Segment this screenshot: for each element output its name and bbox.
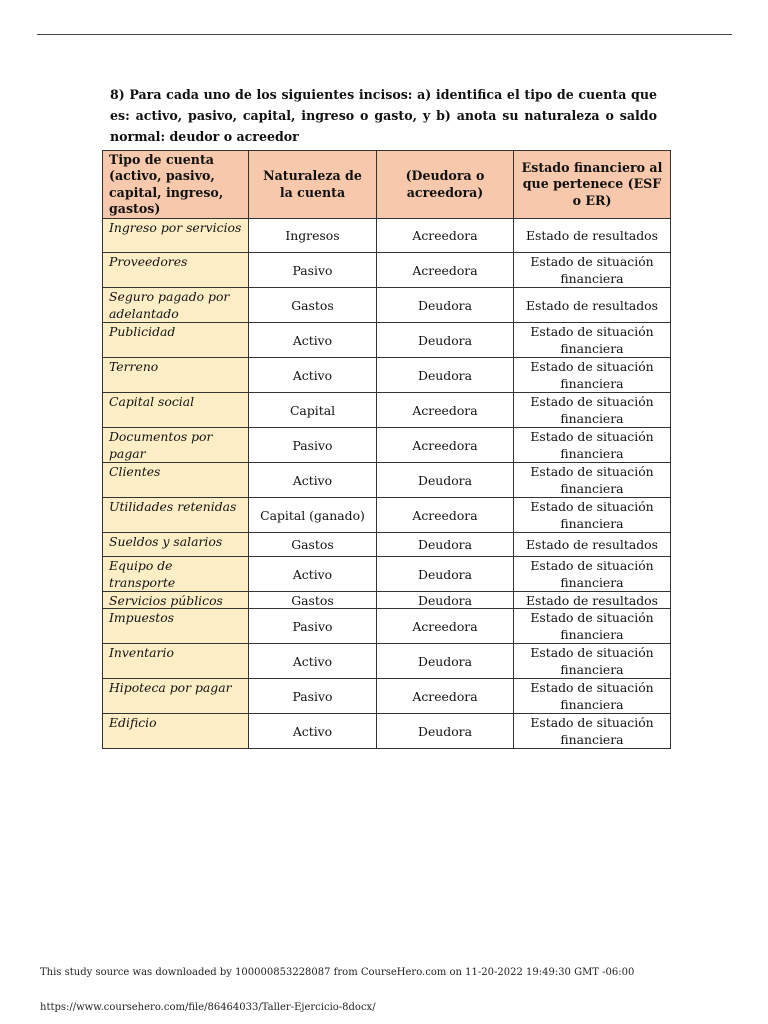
- account-type: Activo: [249, 557, 377, 592]
- account-type: Gastos: [249, 533, 377, 557]
- account-nature: Deudora: [377, 358, 514, 393]
- financial-statement: Estado de resultados: [514, 288, 671, 323]
- account-name: Inventario: [103, 644, 249, 679]
- table-row: [103, 533, 671, 557]
- table-row: [103, 644, 671, 679]
- account-type: Activo: [249, 714, 377, 749]
- header-estado-financiero: Estado financiero al que pertenece (ESF o ER): [514, 151, 671, 219]
- financial-statement: Estado de resultados: [514, 533, 671, 557]
- account-nature: Deudora: [377, 592, 514, 609]
- financial-statement: Estado de situación financiera: [514, 714, 671, 749]
- financial-statement: Estado de situación financiera: [514, 253, 671, 288]
- account-nature: Deudora: [377, 714, 514, 749]
- table-row: [103, 592, 671, 609]
- account-type: Activo: [249, 463, 377, 498]
- account-name: Publicidad: [103, 323, 249, 358]
- question-text: 8) Para cada uno de los siguientes incisos: a) identifica el tipo de cuenta que es: activo, pasivo, capital, ingreso o gasto, y b) anota su naturaleza o saldo normal: deudor o acreedor: [110, 87, 657, 144]
- table-row: [103, 679, 671, 714]
- table-row: [103, 393, 671, 428]
- account-name: Impuestos: [103, 609, 249, 644]
- top-divider: [37, 34, 732, 35]
- financial-statement: Estado de situación financiera: [514, 323, 671, 358]
- financial-statement: Estado de situación financiera: [514, 557, 671, 592]
- account-name: Utilidades retenidas: [103, 498, 249, 533]
- table-row: [103, 323, 671, 358]
- account-nature: Acreedora: [377, 253, 514, 288]
- table-row: [103, 714, 671, 749]
- account-nature: Deudora: [377, 323, 514, 358]
- account-name: Edificio: [103, 714, 249, 749]
- financial-statement: Estado de resultados: [514, 592, 671, 609]
- table-row: [103, 609, 671, 644]
- account-nature: Deudora: [377, 533, 514, 557]
- account-type: Capital: [249, 393, 377, 428]
- financial-statement: Estado de situación financiera: [514, 393, 671, 428]
- financial-statement: Estado de situación financiera: [514, 428, 671, 463]
- download-source-note: This study source was downloaded by 100000853228087 from CourseHero.com on 11-20-2022 19:49:30 GMT -06:00: [40, 967, 635, 978]
- table-row: [103, 358, 671, 393]
- financial-statement: Estado de situación financiera: [514, 498, 671, 533]
- table-row: [103, 219, 671, 253]
- account-nature: Deudora: [377, 288, 514, 323]
- account-type: Activo: [249, 358, 377, 393]
- accounts-table: [102, 150, 671, 749]
- table-row: [103, 253, 671, 288]
- account-name: Proveedores: [103, 253, 249, 288]
- account-type: Capital (ganado): [249, 498, 377, 533]
- account-type: Pasivo: [249, 428, 377, 463]
- table-header-row: [103, 151, 671, 219]
- account-nature: Acreedora: [377, 428, 514, 463]
- account-name: Terreno: [103, 358, 249, 393]
- account-nature: Acreedora: [377, 498, 514, 533]
- account-type: Pasivo: [249, 679, 377, 714]
- financial-statement: Estado de situación financiera: [514, 358, 671, 393]
- account-name: Hipoteca por pagar: [103, 679, 249, 714]
- header-deudora-acreedora: (Deudora o acreedora): [377, 151, 514, 219]
- table-row: [103, 428, 671, 463]
- account-name: Seguro pagado por adelantado: [103, 288, 249, 323]
- account-type: Gastos: [249, 592, 377, 609]
- account-nature: Acreedora: [377, 219, 514, 253]
- account-nature: Deudora: [377, 557, 514, 592]
- financial-statement: Estado de situación financiera: [514, 679, 671, 714]
- account-type: Activo: [249, 323, 377, 358]
- account-nature: Deudora: [377, 463, 514, 498]
- financial-statement: Estado de situación financiera: [514, 644, 671, 679]
- account-type: Ingresos: [249, 219, 377, 253]
- financial-statement: Estado de situación financiera: [514, 463, 671, 498]
- account-nature: Acreedora: [377, 609, 514, 644]
- account-name: Documentos por pagar: [103, 428, 249, 463]
- account-name: Clientes: [103, 463, 249, 498]
- table-row: [103, 498, 671, 533]
- account-name: Ingreso por servicios: [103, 219, 249, 253]
- table-row: [103, 463, 671, 498]
- table-row: [103, 288, 671, 323]
- account-name: Capital social: [103, 393, 249, 428]
- table-row: [103, 557, 671, 592]
- account-type: Pasivo: [249, 253, 377, 288]
- account-type: Activo: [249, 644, 377, 679]
- account-type: Gastos: [249, 288, 377, 323]
- financial-statement: Estado de situación financiera: [514, 609, 671, 644]
- header-tipo-de-cuenta: Tipo de cuenta (activo, pasivo, capital, ingreso, gastos): [103, 151, 249, 219]
- source-url: https://www.coursehero.com/file/86464033/Taller-Ejercicio-8docx/: [40, 1002, 376, 1013]
- account-nature: Acreedora: [377, 393, 514, 428]
- header-naturaleza: Naturaleza de la cuenta: [249, 151, 377, 219]
- financial-statement: Estado de resultados: [514, 219, 671, 253]
- account-nature: Acreedora: [377, 679, 514, 714]
- account-name: Servicios públicos: [103, 592, 249, 609]
- account-type: Pasivo: [249, 609, 377, 644]
- account-name: Equipo de transporte: [103, 557, 249, 592]
- account-nature: Deudora: [377, 644, 514, 679]
- account-name: Sueldos y salarios: [103, 533, 249, 557]
